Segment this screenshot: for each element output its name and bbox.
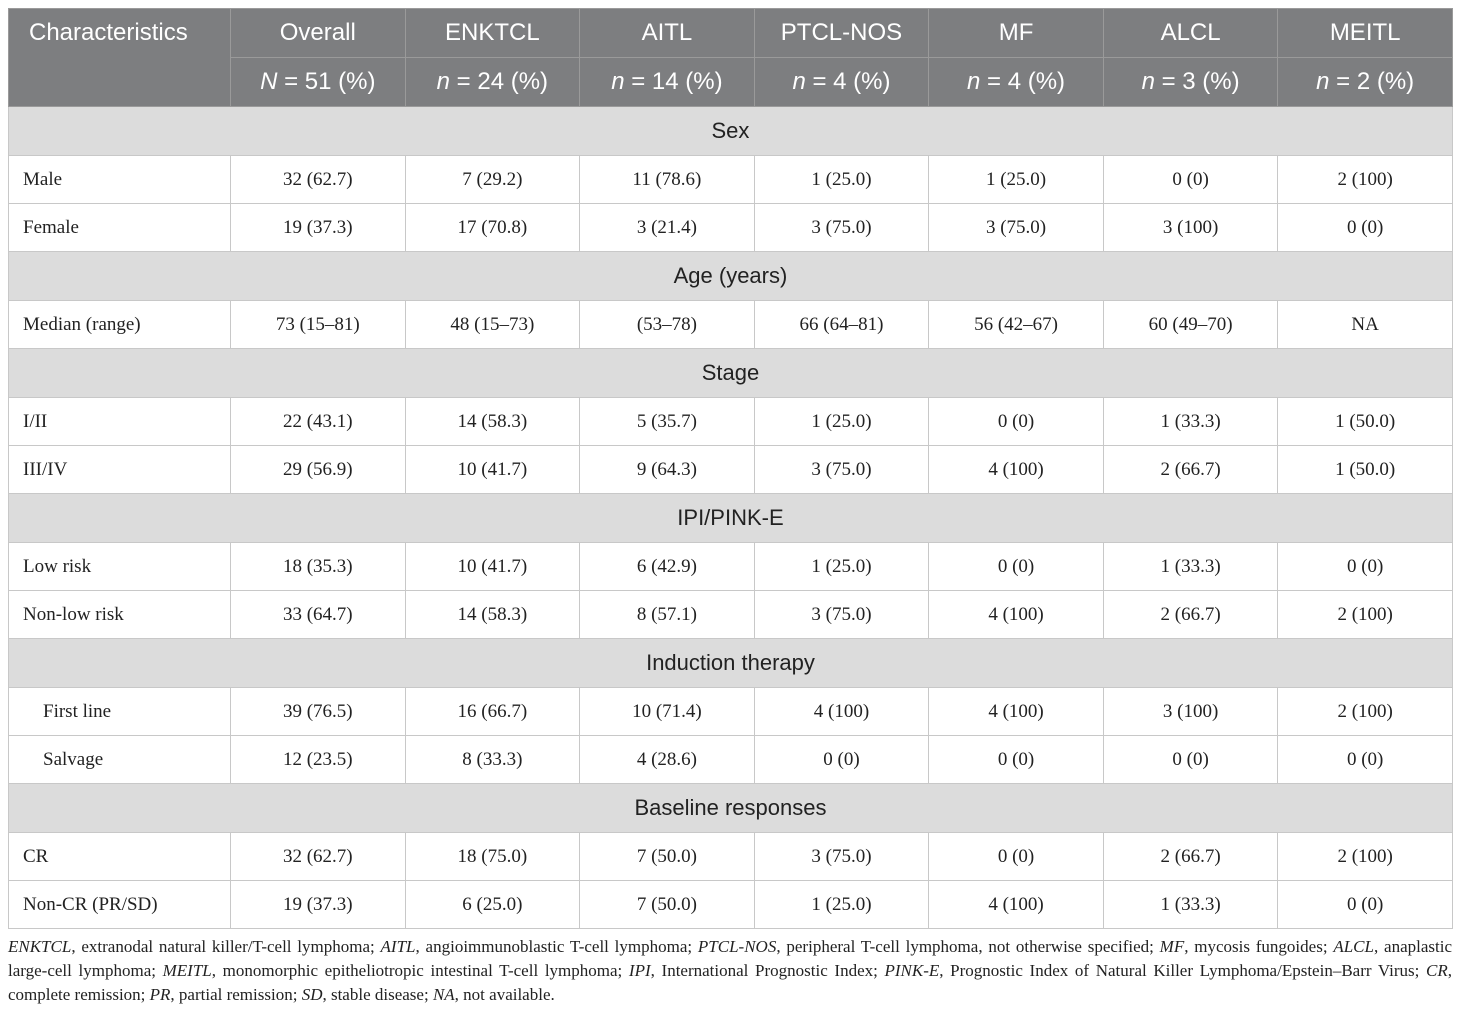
- table-cell: 19 (37.3): [231, 204, 406, 252]
- table-cell: 8 (57.1): [580, 591, 755, 639]
- table-cell: 10 (71.4): [580, 688, 755, 736]
- row-label: Non-low risk: [9, 591, 231, 639]
- header-count: [1278, 58, 1453, 107]
- footnote-abbreviation: AITL: [380, 937, 416, 956]
- row-label: Low risk: [9, 543, 231, 591]
- table-footnote: [8, 935, 1452, 1007]
- table-cell: 39 (76.5): [231, 688, 406, 736]
- table-cell: (53–78): [580, 301, 755, 349]
- table-cell: 6 (25.0): [405, 881, 580, 929]
- header-column: PTCL-NOS: [754, 9, 929, 58]
- header-column: ENKTCL: [405, 9, 580, 58]
- count-value: = 51 (%): [277, 68, 376, 95]
- count-variable: n: [1141, 68, 1155, 95]
- section-title: Baseline responses: [9, 784, 1453, 833]
- header-column: Overall: [231, 9, 406, 58]
- header-count: [929, 58, 1104, 107]
- table-cell: 16 (66.7): [405, 688, 580, 736]
- table-cell: 60 (49–70): [1103, 301, 1278, 349]
- row-label: First line: [9, 688, 231, 736]
- table-cell: 7 (29.2): [405, 156, 580, 204]
- table-row: [9, 543, 1453, 591]
- section-title: Age (years): [9, 252, 1453, 301]
- table-cell: 11 (78.6): [580, 156, 755, 204]
- table-cell: 2 (66.7): [1103, 446, 1278, 494]
- table-cell: 0 (0): [1103, 156, 1278, 204]
- table-cell: 32 (62.7): [231, 156, 406, 204]
- table-cell: 22 (43.1): [231, 398, 406, 446]
- table-cell: 1 (25.0): [929, 156, 1104, 204]
- table-cell: 4 (100): [929, 591, 1104, 639]
- table-row: [9, 204, 1453, 252]
- table-cell: 19 (37.3): [231, 881, 406, 929]
- table-cell: 2 (100): [1278, 591, 1453, 639]
- footnote-definition: , not available.: [454, 985, 555, 1004]
- table-cell: 2 (66.7): [1103, 591, 1278, 639]
- count-variable: N: [260, 68, 278, 95]
- section-header-row: [9, 494, 1453, 543]
- table-row: [9, 398, 1453, 446]
- table-cell: 66 (64–81): [754, 301, 929, 349]
- section-title: Stage: [9, 349, 1453, 398]
- table-cell: 4 (100): [929, 688, 1104, 736]
- section-header-row: [9, 107, 1453, 156]
- section-title: Induction therapy: [9, 639, 1453, 688]
- header-characteristics: Characteristics: [9, 9, 231, 107]
- footnote-abbreviation: ENKTCL: [8, 937, 72, 956]
- characteristics-table: [8, 8, 1453, 929]
- table-cell: 12 (23.5): [231, 736, 406, 784]
- table-cell: 29 (56.9): [231, 446, 406, 494]
- footnote-abbreviation: IPI: [628, 961, 651, 980]
- count-variable: n: [1316, 68, 1330, 95]
- table-cell: 10 (41.7): [405, 446, 580, 494]
- count-value: = 4 (%): [980, 68, 1066, 95]
- table-cell: 73 (15–81): [231, 301, 406, 349]
- table-cell: 48 (15–73): [405, 301, 580, 349]
- footnote-definition: , complete remission;: [8, 961, 1452, 1004]
- table-row: [9, 688, 1453, 736]
- count-value: = 24 (%): [450, 68, 549, 95]
- row-label: Salvage: [9, 736, 231, 784]
- table-cell: 2 (100): [1278, 833, 1453, 881]
- count-variable: n: [611, 68, 625, 95]
- table-cell: 3 (21.4): [580, 204, 755, 252]
- count-value: = 14 (%): [624, 68, 723, 95]
- table-cell: 1 (25.0): [754, 543, 929, 591]
- table-cell: 4 (100): [754, 688, 929, 736]
- row-label: Non-CR (PR/SD): [9, 881, 231, 929]
- footnote-abbreviation: PTCL-NOS: [697, 937, 777, 956]
- footnote-abbreviation: NA: [432, 985, 455, 1004]
- table-cell: 2 (100): [1278, 688, 1453, 736]
- footnote-abbreviation: PINK-E: [884, 961, 940, 980]
- table-cell: 2 (100): [1278, 156, 1453, 204]
- table-cell: 0 (0): [929, 833, 1104, 881]
- footnote-definition: , monomorphic epitheliotropic intestinal T-cell lymphoma;: [211, 961, 629, 980]
- row-label: Female: [9, 204, 231, 252]
- footnote-definition: , partial remission;: [170, 985, 302, 1004]
- row-label: CR: [9, 833, 231, 881]
- table-cell: 5 (35.7): [580, 398, 755, 446]
- table-cell: 7 (50.0): [580, 881, 755, 929]
- footnote-definition: , extranodal natural killer/T-cell lymphoma;: [71, 937, 381, 956]
- table-cell: 1 (33.3): [1103, 543, 1278, 591]
- table-cell: 3 (75.0): [929, 204, 1104, 252]
- footnote-abbreviation: MF: [1159, 937, 1185, 956]
- table-cell: 1 (33.3): [1103, 881, 1278, 929]
- footnote-definition: , International Prognostic Index;: [650, 961, 885, 980]
- table-row: [9, 591, 1453, 639]
- row-label: I/II: [9, 398, 231, 446]
- header-count: [405, 58, 580, 107]
- row-label: III/IV: [9, 446, 231, 494]
- table-cell: 14 (58.3): [405, 591, 580, 639]
- table-row: [9, 881, 1453, 929]
- section-title: Sex: [9, 107, 1453, 156]
- footnote-abbreviation: SD: [301, 985, 323, 1004]
- header-count: [580, 58, 755, 107]
- table-cell: 3 (100): [1103, 204, 1278, 252]
- table-cell: 0 (0): [1278, 881, 1453, 929]
- table-cell: 14 (58.3): [405, 398, 580, 446]
- table-cell: 10 (41.7): [405, 543, 580, 591]
- footnote-definition: , stable disease;: [322, 985, 433, 1004]
- table-body: [9, 107, 1453, 929]
- table-cell: 3 (100): [1103, 688, 1278, 736]
- header-column: AITL: [580, 9, 755, 58]
- count-variable: n: [792, 68, 806, 95]
- table-cell: 3 (75.0): [754, 204, 929, 252]
- header-row-groups: [9, 9, 1453, 58]
- table-cell: 1 (33.3): [1103, 398, 1278, 446]
- table-cell: 0 (0): [929, 543, 1104, 591]
- row-label: Male: [9, 156, 231, 204]
- footnote-definition: , anaplastic large-cell lymphoma;: [8, 937, 1452, 980]
- table-cell: 3 (75.0): [754, 591, 929, 639]
- table-header: [9, 9, 1453, 107]
- table-cell: 18 (35.3): [231, 543, 406, 591]
- table-cell: 0 (0): [929, 736, 1104, 784]
- section-title: IPI/PINK-E: [9, 494, 1453, 543]
- table-cell: 4 (100): [929, 881, 1104, 929]
- table-cell: 4 (28.6): [580, 736, 755, 784]
- header-count: [754, 58, 929, 107]
- table-cell: 56 (42–67): [929, 301, 1104, 349]
- table-row: [9, 446, 1453, 494]
- table-cell: 2 (66.7): [1103, 833, 1278, 881]
- section-header-row: [9, 784, 1453, 833]
- table-cell: 9 (64.3): [580, 446, 755, 494]
- table-cell: 33 (64.7): [231, 591, 406, 639]
- footnote-definition: , angioimmunoblastic T-cell lymphoma;: [415, 937, 698, 956]
- table-cell: 1 (25.0): [754, 156, 929, 204]
- table-cell: NA: [1278, 301, 1453, 349]
- header-count: [231, 58, 406, 107]
- table-cell: 17 (70.8): [405, 204, 580, 252]
- header-column: ALCL: [1103, 9, 1278, 58]
- table-row: [9, 736, 1453, 784]
- table-cell: 0 (0): [1278, 543, 1453, 591]
- count-value: = 3 (%): [1154, 68, 1240, 95]
- table-cell: 7 (50.0): [580, 833, 755, 881]
- table-row: [9, 301, 1453, 349]
- table-row: [9, 833, 1453, 881]
- header-column: MEITL: [1278, 9, 1453, 58]
- footnote-definition: , mycosis fungoides;: [1184, 937, 1334, 956]
- footnote-abbreviation: CR: [1426, 961, 1448, 980]
- section-header-row: [9, 252, 1453, 301]
- header-column: MF: [929, 9, 1104, 58]
- section-header-row: [9, 639, 1453, 688]
- table-cell: 6 (42.9): [580, 543, 755, 591]
- table-cell: 0 (0): [1103, 736, 1278, 784]
- count-value: = 4 (%): [805, 68, 891, 95]
- table-cell: 1 (25.0): [754, 398, 929, 446]
- table-cell: 32 (62.7): [231, 833, 406, 881]
- table-cell: 0 (0): [929, 398, 1104, 446]
- count-variable: n: [967, 68, 981, 95]
- row-label: Median (range): [9, 301, 231, 349]
- footnote-definition: , Prognostic Index of Natural Killer Lymphoma/Epstein–Barr Virus;: [939, 961, 1427, 980]
- section-header-row: [9, 349, 1453, 398]
- table-cell: 4 (100): [929, 446, 1104, 494]
- table-cell: 0 (0): [754, 736, 929, 784]
- table-container: [8, 8, 1452, 1007]
- footnote-abbreviation: MEITL: [162, 961, 212, 980]
- table-cell: 18 (75.0): [405, 833, 580, 881]
- table-cell: 3 (75.0): [754, 833, 929, 881]
- table-cell: 0 (0): [1278, 736, 1453, 784]
- table-cell: 0 (0): [1278, 204, 1453, 252]
- header-count: [1103, 58, 1278, 107]
- table-cell: 1 (25.0): [754, 881, 929, 929]
- count-value: = 2 (%): [1329, 68, 1415, 95]
- table-cell: 1 (50.0): [1278, 398, 1453, 446]
- table-cell: 3 (75.0): [754, 446, 929, 494]
- footnote-definition: , peripheral T-cell lymphoma, not otherwise specified;: [776, 937, 1160, 956]
- footnote-abbreviation: PR: [149, 985, 171, 1004]
- table-cell: 1 (50.0): [1278, 446, 1453, 494]
- count-variable: n: [436, 68, 450, 95]
- footnote-abbreviation: ALCL: [1333, 937, 1374, 956]
- table-cell: 8 (33.3): [405, 736, 580, 784]
- table-row: [9, 156, 1453, 204]
